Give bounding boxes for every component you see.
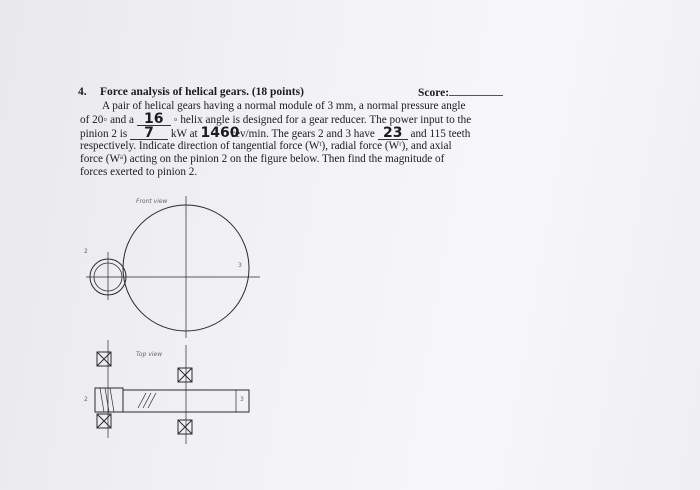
handwritten-teeth[interactable]: 23 xyxy=(378,127,408,140)
handwritten-speed[interactable]: 1460 xyxy=(200,124,240,141)
front-view-label: Front view xyxy=(136,198,168,205)
pinion-top-view-body xyxy=(95,388,123,412)
gear-3-label-front: 3 xyxy=(238,262,242,269)
text-line-5: force (Wᵃ) acting on the pinion 2 on the figure below. Then find the magnitude of xyxy=(80,153,445,166)
text-line-3b: kW at xyxy=(170,127,198,140)
text-line-2a: of 20◦ and a xyxy=(80,113,134,126)
question-title: Force analysis of helical gears. (18 points) xyxy=(100,86,304,98)
text-line-4: respectively. Indicate direction of tangential force (Wᵗ), radial force (Wʳ), and axial xyxy=(80,140,452,153)
top-view-label: Top view xyxy=(136,351,163,358)
text-line-3a: pinion 2 is xyxy=(80,127,128,140)
gear-3-label-top: 3 xyxy=(240,396,244,403)
question-number: 4. xyxy=(78,86,87,98)
handwritten-power[interactable]: 7 xyxy=(130,127,168,140)
handwritten-helix-angle[interactable]: 16 xyxy=(137,113,171,126)
text-line-3c: rev/min. The gears 2 and 3 have xyxy=(231,127,375,140)
text-line-6: forces exerted to pinion 2. xyxy=(80,165,198,178)
text-line-2b: ◦ helix angle is designed for a gear reducer. The power input to the xyxy=(173,113,472,126)
gear-2-label-front: 2 xyxy=(84,248,88,255)
score-label: Score: xyxy=(418,87,450,99)
gear-2-label-top: 2 xyxy=(84,396,88,403)
text-line-1: A pair of helical gears having a normal module of 3 mm, a normal pressure angle xyxy=(102,100,466,112)
text-line-3d: and 115 teeth xyxy=(410,127,471,140)
